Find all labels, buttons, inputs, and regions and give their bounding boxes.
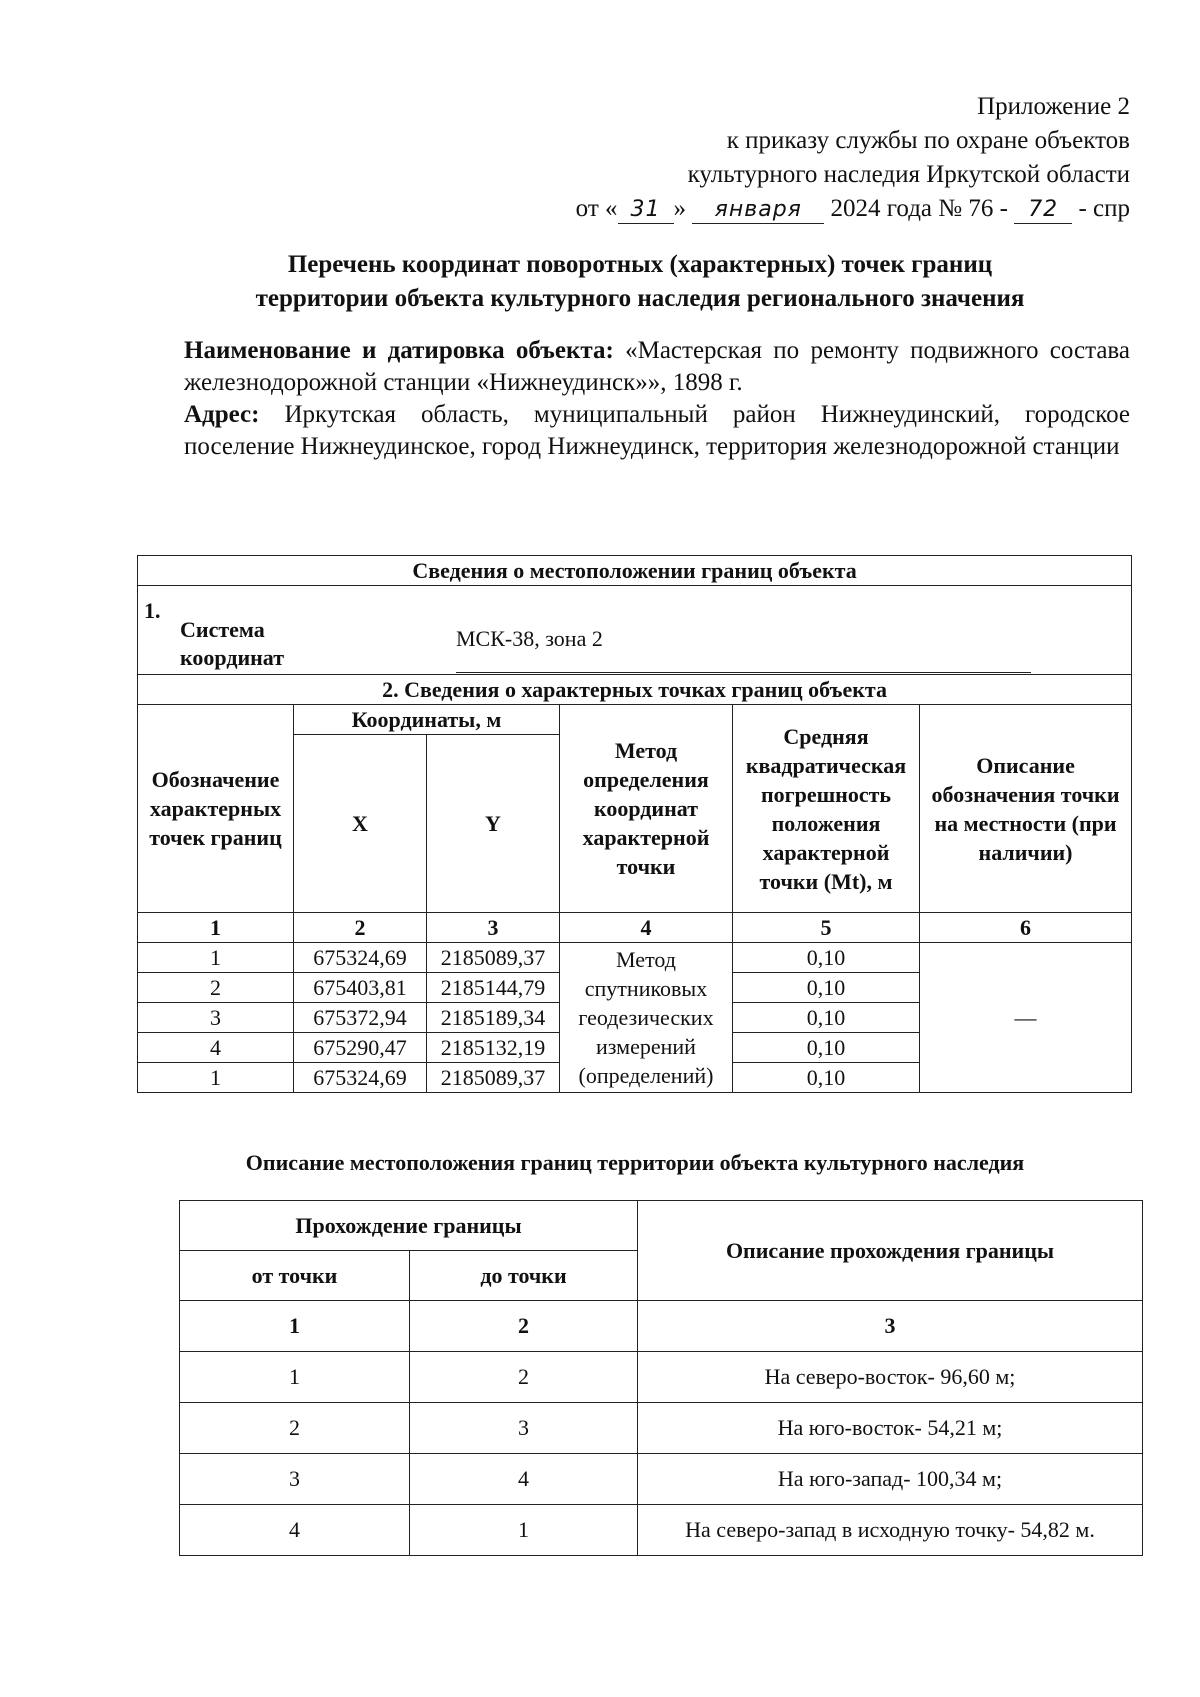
annex-order-line: к приказу службы по охране объектов: [726, 127, 1130, 154]
col-header-from: от точки: [180, 1251, 410, 1301]
col-number: 3: [427, 913, 560, 943]
segment-description: На северо-восток- 96,60 м;: [638, 1352, 1143, 1403]
handwritten-month: января: [692, 197, 824, 224]
handwritten-day: 31: [618, 197, 674, 224]
col-header-point: Обозначение характерных точек границ: [138, 705, 294, 913]
point-mt: 0,10: [733, 1033, 920, 1063]
method-line: спутниковых: [584, 976, 708, 1001]
table-header-location: Сведения о местоположении границ объекта: [138, 556, 1132, 586]
object-name-paragraph: [184, 335, 1130, 399]
point-mt: 0,10: [733, 943, 920, 973]
col-header-passage: Прохождение границы: [180, 1201, 638, 1251]
point-x: 675372,94: [294, 1003, 427, 1033]
coordinate-system-cell: [138, 586, 1132, 675]
system-label: [180, 616, 284, 672]
point-id: 1: [138, 943, 294, 973]
method-line: геодезических: [578, 1005, 714, 1030]
annex-authority-line: культурного наследия Иркутской области: [687, 161, 1130, 188]
date-prefix: от «: [575, 195, 618, 222]
col-header-to: до точки: [410, 1251, 638, 1301]
point-y: 2185089,37: [427, 1063, 560, 1093]
point-y: 2185132,19: [427, 1033, 560, 1063]
method-line: Метод: [616, 947, 676, 972]
point-id: 4: [138, 1033, 294, 1063]
col-header-y: Y: [427, 735, 560, 913]
col-number: 1: [180, 1301, 410, 1352]
col-number: 2: [294, 913, 427, 943]
from-point: 1: [180, 1352, 410, 1403]
table-row: [180, 1505, 1143, 1556]
point-mt: 0,10: [733, 1063, 920, 1093]
point-y: 2185144,79: [427, 973, 560, 1003]
col-number: 2: [410, 1301, 638, 1352]
method-line: измерений: [596, 1034, 696, 1059]
title-line-1: Перечень координат поворотных (характерных) точек границ: [287, 251, 993, 278]
object-address-paragraph: [184, 399, 1130, 463]
method-cell: [560, 943, 733, 1093]
point-id: 3: [138, 1003, 294, 1033]
point-id: 1: [138, 1063, 294, 1093]
col-header-passage-description: Описание прохождения границы: [638, 1201, 1143, 1301]
object-info: [184, 335, 1130, 463]
point-description: —: [920, 943, 1132, 1093]
table-row: [180, 1403, 1143, 1454]
annex-title: Приложение 2: [977, 93, 1130, 120]
point-mt: 0,10: [733, 973, 920, 1003]
coordinate-system-value: МСК-38, зона 2: [456, 626, 603, 651]
from-point: 3: [180, 1454, 410, 1505]
to-point: 2: [410, 1352, 638, 1403]
col-number: 1: [138, 913, 294, 943]
col-number: 4: [560, 913, 733, 943]
to-point: 3: [410, 1403, 638, 1454]
to-point: 1: [410, 1505, 638, 1556]
point-x: 675324,69: [294, 943, 427, 973]
object-address-label: Адрес:: [184, 401, 260, 428]
method-line: (определений): [578, 1063, 714, 1088]
col-header-method: Метод определения координат характерной точки: [560, 705, 733, 913]
table-header-points: 2. Сведения о характерных точках границ объекта: [138, 675, 1132, 705]
point-id: 2: [138, 973, 294, 1003]
order-suffix: - спр: [1078, 195, 1130, 222]
segment-description: На юго-восток- 54,21 м;: [638, 1403, 1143, 1454]
col-header-description: Описание обозначения точки на местности (при наличии): [920, 705, 1132, 913]
annex-header: [576, 90, 1130, 226]
from-point: 4: [180, 1505, 410, 1556]
segment-description: На юго-запад- 100,34 м;: [638, 1454, 1143, 1505]
point-mt: 0,10: [733, 1003, 920, 1033]
underline: [456, 672, 1031, 673]
object-name-label: Наименование и датировка объекта:: [184, 337, 614, 364]
table-row: [138, 943, 1132, 973]
point-y: 2185189,34: [427, 1003, 560, 1033]
system-label-line-1: Система: [180, 617, 265, 642]
system-label-line-2: координат: [180, 645, 285, 670]
annex-date-line: [576, 192, 1130, 226]
table-row: [180, 1454, 1143, 1505]
segment-description: На северо-запад в исходную точку- 54,82 м.: [638, 1505, 1143, 1556]
col-header-error: Средняя квадратическая погрешность положения характерной точки (Mt), м: [733, 705, 920, 913]
point-x: 675403,81: [294, 973, 427, 1003]
col-number: 6: [920, 913, 1132, 943]
table-row: [180, 1352, 1143, 1403]
handwritten-order-number: 72: [1014, 197, 1072, 224]
to-point: 4: [410, 1454, 638, 1505]
boundary-coordinates-table: [137, 555, 1132, 1093]
col-header-coords: Координаты, м: [294, 705, 560, 735]
point-x: 675324,69: [294, 1063, 427, 1093]
date-day-close: »: [673, 195, 687, 222]
col-number: 5: [733, 913, 920, 943]
system-number: 1.: [144, 598, 161, 623]
order-year-text: 2024 года № 76 -: [830, 195, 1008, 222]
col-header-x: X: [294, 735, 427, 913]
boundary-description-title: Описание местоположения границ территории объекта культурного наследия: [245, 1150, 1025, 1175]
object-name-value: «Мастерская по ремонту подвижного состава железнодорожной станции «Нижнеудинск»», 1898 г.: [184, 337, 1130, 396]
document-title: [150, 248, 1130, 316]
object-address-value: Иркутская область, муниципальный район Нижнеудинский, городское поселение Нижнеудинское, город Нижнеудинск, территория железнодорожной станции: [184, 401, 1130, 460]
from-point: 2: [180, 1403, 410, 1454]
boundary-description-table: [179, 1200, 1143, 1556]
title-line-2: территории объекта культурного наследия регионального значения: [255, 285, 1025, 312]
point-y: 2185089,37: [427, 943, 560, 973]
point-x: 675290,47: [294, 1033, 427, 1063]
col-number: 3: [638, 1301, 1143, 1352]
